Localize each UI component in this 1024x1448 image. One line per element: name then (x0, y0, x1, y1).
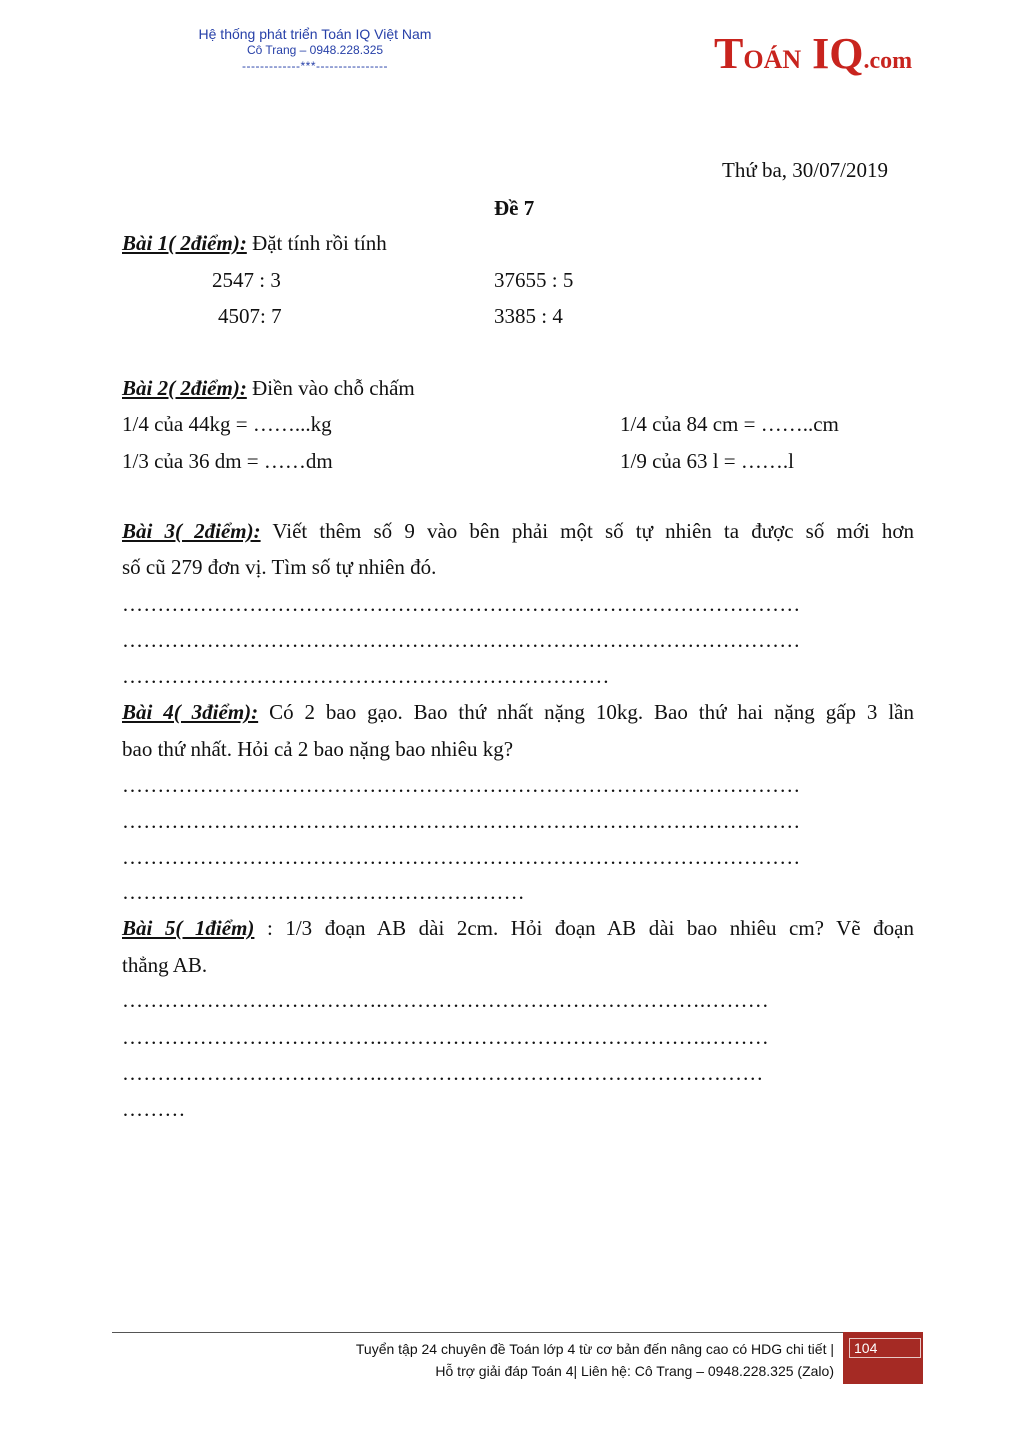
answer-dotted-line: …………………………………………………………………………………… (122, 773, 801, 797)
toaniq-logo (714, 28, 912, 84)
page-number: 104 (849, 1338, 921, 1358)
answer-dotted-line: ……………………………….……………………………………….……… (122, 988, 769, 1012)
exam-title: Đề 7 (494, 196, 535, 220)
bai3-text: Viết thêm số 9 vào bên phải một số tự nhiên ta được số mới hơn (260, 519, 915, 543)
bai2-item: 1/3 của 36 dm = ……dm (122, 449, 333, 473)
footer-line1: Tuyển tập 24 chuyên đề Toán lớp 4 từ cơ bản đến nâng cao có HDG chi tiết | (355, 1341, 834, 1357)
bai1-item: 2547 : 3 (212, 268, 281, 292)
bai1-item: 4507: 7 (218, 304, 282, 328)
bai1-text: Đặt tính rồi tính (246, 231, 387, 255)
answer-dotted-line: ……… (122, 1097, 186, 1121)
bai1-item: 3385 : 4 (494, 304, 563, 328)
page-footer (356, 1338, 834, 1382)
bai4-label: Bài 4( 3điểm): (122, 700, 259, 724)
header-divider: -------------***---------------- (242, 59, 388, 73)
answer-dotted-line: ……………………………….……………………………………….……… (122, 1025, 769, 1049)
bai2-heading (122, 376, 415, 400)
header-title: Hệ thống phát triển Toán IQ Việt Nam (198, 26, 432, 42)
bai1-label: Bài 1( 2điểm): (122, 231, 247, 255)
answer-dotted-line: …………………………………………………………………………………… (122, 809, 801, 833)
page-number-box (843, 1332, 923, 1384)
bai2-label: Bài 2( 2điểm): (122, 376, 247, 400)
bai2-item: 1/4 của 84 cm = ……..cm (620, 412, 839, 436)
answer-dotted-line: ………………………………………………… (122, 880, 525, 904)
footer-line2: Hỗ trợ giải đáp Toán 4| Liên hệ: Cô Trang – 0948.228.325 (Zalo) (435, 1363, 834, 1379)
bai3-question-line1 (122, 519, 914, 543)
bai3-question-line2: số cũ 279 đơn vị. Tìm số tự nhiên đó. (122, 555, 437, 579)
bai1-item: 37655 : 5 (494, 268, 574, 292)
answer-dotted-line: …………………………………………………………………………………… (122, 845, 801, 869)
bai4-question-line2: bao thứ nhất. Hỏi cả 2 bao nặng bao nhiêu kg? (122, 737, 514, 761)
answer-dotted-line: ……………………………….……………………………………………… (122, 1061, 764, 1085)
header-contact: Cô Trang – 0948.228.325 (246, 43, 384, 57)
footer-divider (112, 1332, 922, 1333)
bai3-label: Bài 3( 2điểm): (122, 519, 261, 543)
bai1-heading (122, 231, 387, 255)
bai5-label: Bài 5( 1điểm) (122, 916, 255, 940)
bai5-question-line2: thẳng AB. (122, 953, 208, 977)
answer-dotted-line: …………………………………………………………………………………… (122, 592, 801, 616)
bai2-item: 1/4 của 44kg = ……...kg (122, 412, 332, 436)
logo-com: .com (863, 48, 913, 74)
site-header (160, 26, 470, 74)
bai4-text: Có 2 bao gạo. Bao thứ nhất nặng 10kg. Bao thứ hai nặng gấp 3 lần (258, 700, 915, 724)
bai4-question-line1 (122, 700, 914, 724)
logo-oan: OÁN (743, 45, 802, 74)
logo-letter-t: T (714, 29, 744, 78)
bai5-text: : 1/3 đoạn AB dài 2cm. Hỏi đoạn AB dài bao nhiêu cm? Vẽ đoạn (254, 916, 914, 940)
logo-iq: IQ (801, 29, 864, 78)
answer-dotted-line: …………………………………………………………… (122, 664, 610, 688)
bai2-text: Điền vào chỗ chấm (246, 376, 415, 400)
exam-date: Thứ ba, 30/07/2019 (722, 158, 888, 182)
bai2-item: 1/9 của 63 l = …….l (620, 449, 794, 473)
answer-dotted-line: …………………………………………………………………………………… (122, 628, 801, 652)
bai5-question-line1 (122, 916, 914, 940)
